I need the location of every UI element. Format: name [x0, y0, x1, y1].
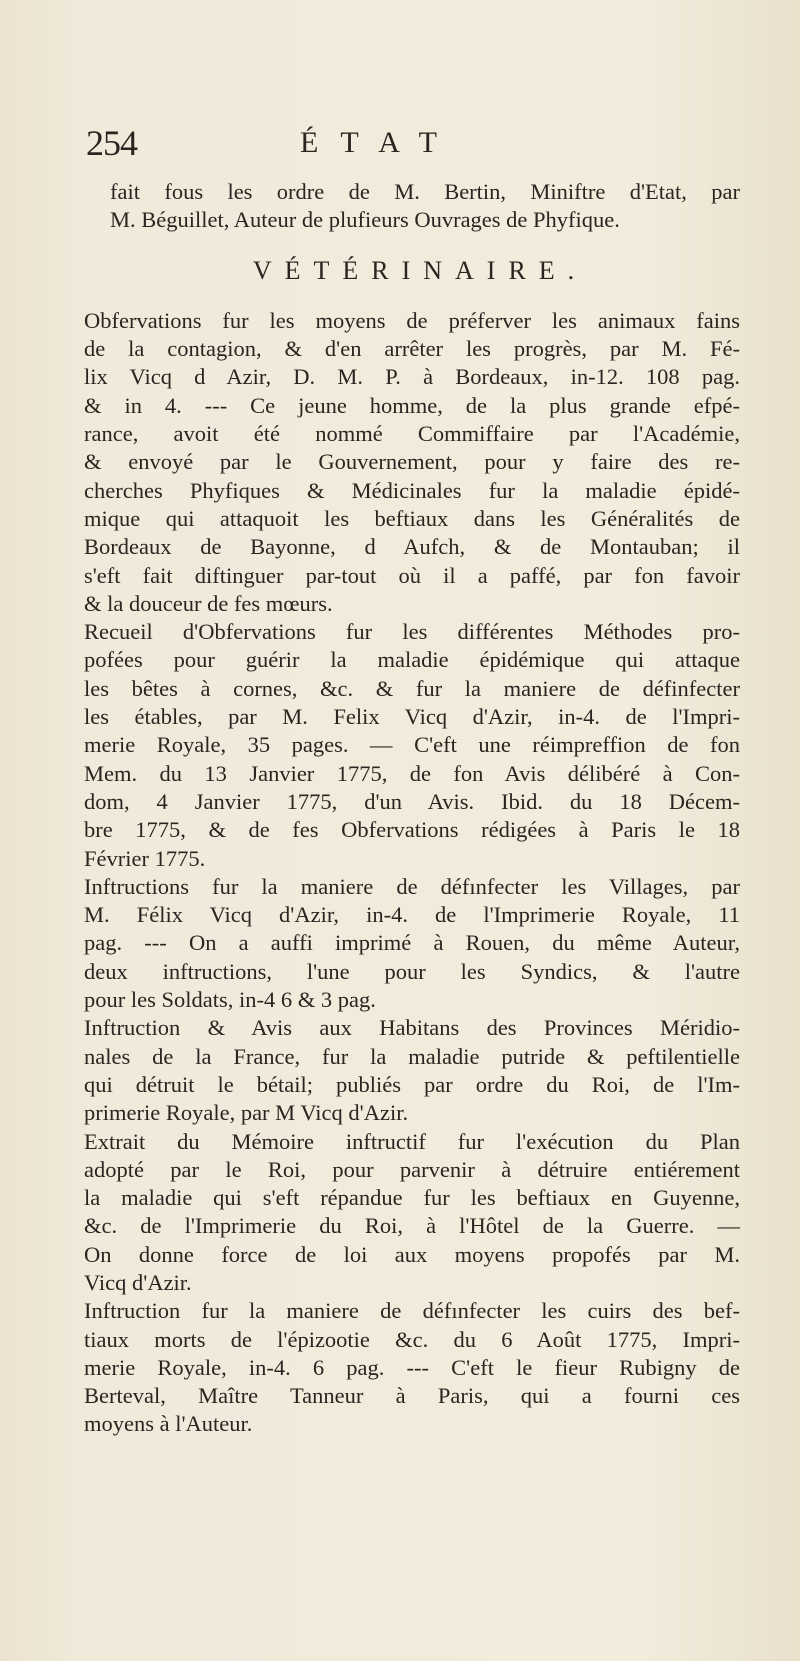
intro-paragraph [80, 178, 740, 235]
text-line: Inftructions fur la maniere de défınfecter les Villages, par [84, 873, 740, 899]
text-line: Inftruction & Avis aux Habitans des Provinces Méridio- [84, 1015, 740, 1041]
text-line: & in 4. --- Ce jeune homme, de la plus grande efpé- [84, 392, 740, 418]
text-line: lix Vicq d Azir, D. M. P. à Bordeaux, in-12. 108 pag. [84, 364, 740, 390]
text-line: Bordeaux de Bayonne, d Aufch, & de Montauban; il [84, 534, 740, 560]
text-line: Berteval, Maître Tanneur à Paris, qui a fourni ces [84, 1383, 740, 1409]
text-line: les bêtes à cornes, &c. & fur la maniere de définfecter [84, 675, 740, 701]
text-line: de la contagion, & d'en arrêter les progrès, par M. Fé- [84, 336, 740, 362]
section-title: VÉTÉRINAIRE. [252, 255, 588, 285]
text-line: cherches Phyfiques & Médicinales fur la maladie épidé- [84, 477, 740, 503]
text-line: pour les Soldats, in-4 6 & 3 pag. [84, 987, 376, 1013]
text-line: merie Royale, in-4. 6 pag. --- C'eft le fieur Rubigny de [84, 1354, 740, 1380]
text-line: adopté par le Roi, pour parvenir à détruire entiérement [84, 1156, 740, 1182]
text-line: Extrait du Mémoire inftructif fur l'exécution du Plan [84, 1128, 740, 1154]
text-line: Recueil d'Obfervations fur les différentes Méthodes pro- [84, 619, 740, 645]
bibliography-entry [80, 307, 740, 618]
text-line: fait fous les ordre de M. Bertin, Miniftre d'Etat, par [110, 179, 740, 204]
text-line: Février 1775. [84, 845, 206, 871]
text-line: Inftruction fur la maniere de défınfecter les cuirs des bef- [84, 1298, 740, 1324]
text-line: merie Royale, 35 pages. — C'eft une réimpreffion de fon [84, 732, 740, 758]
text-line: la maladie qui s'eft répandue fur les beftiaux en Guyenne, [84, 1185, 740, 1211]
text-line: Mem. du 13 Janvier 1775, de fon Avis délibéré à Con- [84, 760, 740, 786]
text-line: bre 1775, & de fes Obfervations rédigées à Paris le 18 [84, 817, 740, 843]
text-line: M. Félix Vicq d'Azir, in-4. de l'Imprimerie Royale, 11 [84, 902, 740, 928]
text-line: pag. --- On a auffi imprimé à Rouen, du même Auteur, [84, 930, 740, 956]
text-line: Obfervations fur les moyens de préferver les animaux fains [84, 307, 740, 333]
text-line: & envoyé par le Gouvernement, pour y faire des re- [84, 449, 740, 475]
bibliography-entry [80, 873, 740, 1014]
page-header [86, 122, 726, 166]
text-line: s'eft fait diftinguer par-tout où il a paffé, par fon favoir [84, 562, 740, 588]
text-line: rance, avoit été nommé Commiffaire par l'Académie, [84, 421, 740, 447]
text-line: nales de la France, fur la maladie putride & peftilentielle [84, 1043, 740, 1069]
text-line: les étables, par M. Felix Vicq d'Azir, in-4. de l'Impri- [84, 704, 740, 730]
bibliography-entry [80, 618, 740, 873]
text-line: dom, 4 Janvier 1775, d'un Avis. Ibid. du 18 Décem- [84, 788, 740, 814]
text-line: tiaux morts de l'épizootie &c. du 6 Août 1775, Impri- [84, 1326, 740, 1352]
text-line: moyens à l'Auteur. [84, 1411, 253, 1437]
text-line: pofées pour guérir la maladie épidémique qui attaque [84, 647, 740, 673]
text-line: & la douceur de fes mœurs. [84, 590, 333, 616]
text-line: M. Béguillet, Auteur de plufieurs Ouvrages de Phyfique. [110, 207, 620, 233]
text-line: On donne force de loi aux moyens propofés par M. [84, 1241, 740, 1267]
text-line: deux inftructions, l'une pour les Syndics, & l'autre [84, 958, 740, 984]
body-text [80, 178, 740, 1439]
text-line: Vicq d'Azir. [84, 1269, 192, 1295]
page-number: 254 [86, 123, 137, 163]
text-line: qui détruit le bétail; publiés par ordre du Roi, de l'Im- [84, 1071, 740, 1097]
bibliography-entry [80, 1128, 740, 1298]
running-head: ÉTAT [300, 126, 459, 159]
text-line: &c. de l'Imprimerie du Roi, à l'Hôtel de la Guerre. — [84, 1213, 740, 1239]
bibliography-entry [80, 1014, 740, 1127]
text-line: mique qui attaquoit les beftiaux dans les Généralités de [84, 505, 740, 531]
bibliography-entry [80, 1297, 740, 1438]
text-line: primerie Royale, par M Vicq d'Azir. [84, 1100, 409, 1126]
